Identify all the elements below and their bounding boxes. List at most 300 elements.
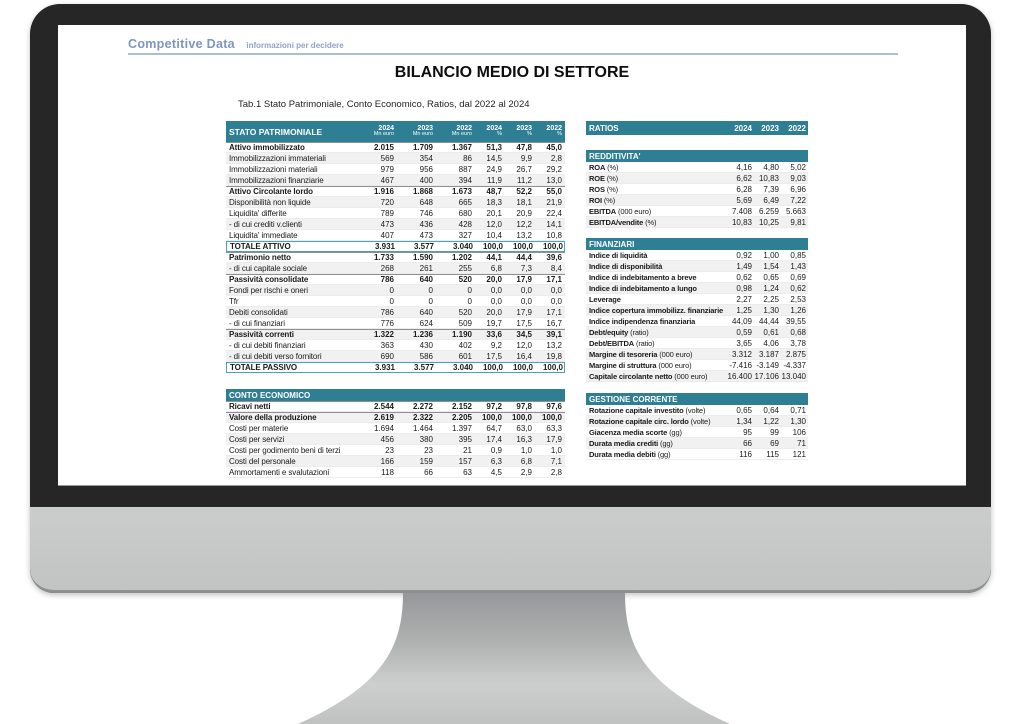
cell-value: 428	[458, 219, 472, 229]
row-unit: (%)	[605, 162, 619, 172]
cell-value: 1.694	[373, 423, 394, 433]
cell-value: 586	[419, 351, 433, 361]
cell-value: 6,28	[736, 184, 752, 194]
ratios-col-2024: 2024	[734, 123, 752, 133]
cell-value: 255	[458, 263, 472, 273]
cell-value: 456	[380, 434, 394, 444]
row-label: Indice di indebitamento a lungo	[589, 283, 697, 293]
table-row	[226, 434, 565, 445]
cell-value: 2,9	[520, 467, 532, 477]
cell-value: 116	[739, 449, 752, 459]
table-row	[586, 338, 808, 349]
cell-value: 0,0	[550, 296, 562, 306]
table-row	[586, 371, 808, 382]
cell-value: 1,34	[736, 416, 752, 426]
cell-value: 6,62	[736, 173, 752, 183]
cell-value: 69	[770, 438, 779, 448]
row-label: Indice di liquidità	[589, 250, 648, 260]
table-row	[586, 405, 808, 416]
table-row	[226, 263, 565, 274]
cell-value: 0	[428, 296, 433, 306]
row-label: Tfr	[229, 296, 239, 306]
redditivita-rows	[586, 162, 808, 228]
redditivita-header	[586, 150, 808, 162]
cell-value: 979	[380, 164, 394, 174]
cell-value: 2,8	[550, 153, 562, 163]
cell-value: 720	[380, 197, 394, 207]
row-unit: (%)	[604, 184, 618, 194]
cell-value: 23	[424, 445, 433, 455]
cell-value: 1.709	[412, 143, 433, 152]
cell-value: 17,1	[546, 307, 562, 317]
row-label: TOTALE PASSIVO	[230, 363, 298, 372]
cell-value: 19,8	[546, 351, 562, 361]
cell-value: 1,24	[763, 283, 779, 293]
cell-value: 1.464	[412, 423, 433, 433]
cell-value: 115	[766, 449, 779, 459]
row-unit: (000 euro)	[616, 206, 652, 216]
table-row	[226, 197, 565, 208]
cell-value: 0,92	[736, 250, 752, 260]
cell-value: 100,0	[482, 363, 503, 372]
row-unit: (gg)	[658, 438, 673, 448]
table-row	[586, 349, 808, 360]
row-label: Debt/equity (ratio)	[589, 327, 649, 337]
cell-value: 0	[389, 296, 394, 306]
cell-value: 624	[419, 318, 433, 328]
cell-value: 430	[419, 340, 433, 350]
cell-value: 47,8	[516, 143, 532, 152]
row-unit: (%)	[643, 217, 657, 227]
row-label: Indice copertura immobilizz. finanziarie	[589, 305, 724, 315]
row-label: Margine di tesoreria (000 euro)	[589, 349, 693, 359]
cell-value: 157	[458, 456, 472, 466]
cell-value: 19,7	[486, 318, 502, 328]
table-row	[226, 285, 565, 296]
cell-value: 6.259	[758, 206, 779, 216]
cell-value: 100,0	[542, 242, 563, 251]
ratios-col-2023: 2023	[761, 123, 779, 133]
cell-value: -4.337	[783, 360, 806, 370]
cell-value: 0,0	[550, 285, 562, 295]
cell-value: 13,0	[546, 175, 562, 185]
cell-value: 380	[419, 434, 433, 444]
cell-value: 99	[770, 427, 779, 437]
table-row	[226, 401, 565, 412]
cell-value: 2,25	[763, 294, 779, 304]
cell-value: 17,5	[516, 318, 532, 328]
cell-value: 64,7	[486, 423, 502, 433]
cell-value: 14,1	[546, 219, 562, 229]
cell-value: 3.931	[374, 242, 395, 251]
table-caption: Tab.1 Stato Patrimoniale, Conto Economico, Ratios, dal 2022 al 2024	[238, 99, 530, 110]
cell-value: 0	[428, 285, 433, 295]
cell-value: 17,5	[486, 351, 502, 361]
cell-value: 3.040	[452, 242, 473, 251]
cell-value: 17,9	[516, 307, 532, 317]
cell-value: 39,6	[546, 253, 562, 262]
cell-value: 3.577	[413, 363, 434, 372]
cell-value: 20,9	[516, 208, 532, 218]
row-unit: (000 euro)	[657, 349, 693, 359]
cell-value: 29,2	[546, 164, 562, 174]
cell-value: 0,68	[790, 327, 806, 337]
row-label: Costi per servizi	[229, 434, 285, 444]
cell-value: 39,55	[785, 316, 806, 326]
row-label: TOTALE ATTIVO	[230, 242, 291, 251]
cell-value: 12,0	[516, 340, 532, 350]
row-label: Costi per materie	[229, 423, 289, 433]
conto-economico-header	[226, 389, 565, 401]
cell-value: 363	[380, 340, 394, 350]
cell-value: 48,7	[486, 187, 502, 196]
table-row	[226, 230, 565, 241]
cell-value: 13,2	[516, 230, 532, 240]
cell-value: 1,25	[736, 305, 752, 315]
cell-value: 509	[458, 318, 472, 328]
finanziari-header	[586, 238, 808, 250]
cell-value: 2.875	[785, 349, 806, 359]
cell-value: 665	[458, 197, 472, 207]
cell-value: 690	[380, 351, 394, 361]
cell-value: 2.272	[412, 402, 433, 411]
cell-value: 640	[419, 275, 433, 284]
cell-value: 1.190	[451, 330, 472, 339]
cell-value: 268	[380, 263, 394, 273]
cell-value: 63,3	[546, 423, 562, 433]
table-row	[226, 412, 565, 423]
table-row	[586, 427, 808, 438]
cell-value: 16,3	[516, 434, 532, 444]
finanziari-title: FINANZIARI	[589, 239, 635, 249]
row-unit: (gg)	[667, 427, 682, 437]
row-label: - di cui finanziari	[229, 318, 285, 328]
cell-value: 1,00	[763, 250, 779, 260]
cell-value: 4,5	[490, 467, 502, 477]
cell-value: 100,0	[482, 242, 503, 251]
cell-value: 97,6	[546, 402, 562, 411]
row-unit: (volte)	[683, 405, 706, 415]
cell-value: 4,80	[763, 162, 779, 172]
cell-value: 2,27	[736, 294, 752, 304]
logo-tagline: informazioni per decidere	[246, 41, 344, 50]
table-row	[226, 252, 565, 263]
cell-value: 648	[419, 197, 433, 207]
cell-value: 97,2	[486, 402, 502, 411]
cell-value: 7,39	[763, 184, 779, 194]
cell-value: 2,53	[790, 294, 806, 304]
conto-economico-rows	[226, 401, 565, 478]
monitor-screen	[58, 25, 966, 485]
cell-value: 23	[385, 445, 394, 455]
gestione-corrente-rows	[586, 405, 808, 460]
cell-value: 1.868	[412, 187, 433, 196]
cell-value: 20,0	[486, 307, 502, 317]
row-label: Rotazione capitale investito (volte)	[589, 405, 706, 415]
row-label: Attivo Circolante lordo	[229, 187, 313, 196]
cell-value: 2.544	[373, 402, 394, 411]
table-row	[226, 241, 565, 252]
cell-value: 2.322	[412, 413, 433, 422]
cell-value: 9,03	[790, 173, 806, 183]
cell-value: 786	[380, 275, 394, 284]
cell-value: 2.619	[373, 413, 394, 422]
gestione-corrente-title: GESTIONE CORRENTE	[589, 394, 678, 404]
cell-value: 1.322	[373, 330, 394, 339]
table-row	[226, 340, 565, 351]
cell-value: 0,0	[490, 285, 502, 295]
row-unit: (volte)	[688, 416, 711, 426]
cell-value: 1,26	[790, 305, 806, 315]
cell-value: 776	[380, 318, 394, 328]
cell-value: 1.202	[451, 253, 472, 262]
cell-value: 2,8	[550, 467, 562, 477]
cell-value: 17,9	[516, 275, 532, 284]
cell-value: 0,9	[490, 445, 502, 455]
ratios-header	[586, 121, 808, 135]
table-row	[226, 456, 565, 467]
cell-value: 473	[419, 230, 433, 240]
cell-value: 746	[419, 208, 433, 218]
cell-value: 7.408	[731, 206, 752, 216]
table-row	[226, 318, 565, 329]
cell-value: 66	[743, 438, 752, 448]
cell-value: 16,4	[516, 351, 532, 361]
table-row	[226, 296, 565, 307]
row-label: - di cui debiti finanziari	[229, 340, 306, 350]
table-row	[226, 164, 565, 175]
cell-value: 17,1	[546, 275, 562, 284]
cell-value: 17,9	[546, 434, 562, 444]
cell-value: 6,3	[490, 456, 502, 466]
row-label: Indice di indebitamento a breve	[589, 272, 697, 282]
cell-value: 18,3	[486, 197, 502, 207]
table-row	[586, 173, 808, 184]
cell-value: 3.931	[374, 363, 395, 372]
cell-value: 100,0	[541, 413, 562, 422]
cell-value: 13,2	[546, 340, 562, 350]
col-header-2022-mn: 2022 Mn euro	[451, 124, 472, 138]
cell-value: 5,69	[736, 195, 752, 205]
table-row	[586, 327, 808, 338]
cell-value: 12,2	[516, 219, 532, 229]
cell-value: 0	[389, 285, 394, 295]
cell-value: 95	[743, 427, 752, 437]
row-label: Attivo immobilizzato	[229, 143, 305, 152]
cell-value: 8,4	[550, 263, 562, 273]
cell-value: 10,25	[758, 217, 779, 227]
cell-value: 407	[380, 230, 394, 240]
table-row	[226, 219, 565, 230]
cell-value: 10,4	[486, 230, 502, 240]
cell-value: 3.312	[731, 349, 752, 359]
gestione-corrente-header	[586, 393, 808, 405]
row-label: ROI (%)	[589, 195, 616, 205]
left-column	[226, 121, 565, 478]
cell-value: 0,98	[736, 283, 752, 293]
stato-patrimoniale-rows	[226, 142, 565, 373]
competitive-data-logo	[128, 35, 344, 53]
col-header-2024-mn: 2024 Mn euro	[373, 124, 394, 138]
cell-value: 467	[380, 175, 394, 185]
cell-value: 17,4	[486, 434, 502, 444]
row-label: - di cui crediti v.clienti	[229, 219, 302, 229]
cell-value: 0,65	[736, 405, 752, 415]
cell-value: 400	[419, 175, 433, 185]
cell-value: 0,0	[490, 296, 502, 306]
row-label: Rotazione capitale circ. lordo (volte)	[589, 416, 711, 426]
row-label: Durata media crediti (gg)	[589, 438, 673, 448]
row-unit: (%)	[601, 195, 616, 205]
monitor-bottom-band	[30, 507, 991, 593]
cell-value: 327	[458, 230, 472, 240]
row-label: Valore della produzione	[229, 413, 317, 422]
cell-value: 887	[458, 164, 472, 174]
cell-value: 601	[458, 351, 472, 361]
row-label: ROS (%)	[589, 184, 618, 194]
row-label: Debiti consolidati	[229, 307, 288, 317]
conto-economico-title: CONTO ECONOMICO	[229, 390, 311, 400]
table-row	[586, 162, 808, 173]
cell-value: 7,22	[790, 195, 806, 205]
row-label: Passività consolidate	[229, 275, 309, 284]
cell-value: 100,0	[481, 413, 502, 422]
table-row	[226, 351, 565, 362]
cell-value: 9,9	[520, 153, 532, 163]
cell-value: 34,5	[516, 330, 532, 339]
cell-value: 51,3	[486, 143, 502, 152]
cell-value: 473	[380, 219, 394, 229]
cell-value: 0	[467, 285, 472, 295]
table-row	[226, 208, 565, 219]
row-label: ROE (%)	[589, 173, 618, 183]
cell-value: 44,09	[731, 316, 752, 326]
cell-value: 118	[381, 467, 394, 477]
cell-value: 1,30	[790, 416, 806, 426]
cell-value: 0,0	[520, 285, 532, 295]
cell-value: 100,0	[512, 363, 533, 372]
cell-value: 1.733	[373, 253, 394, 262]
cell-value: 1,49	[736, 261, 752, 271]
cell-value: 0,61	[763, 327, 779, 337]
cell-value: 0	[467, 296, 472, 306]
cell-value: 1,0	[550, 445, 562, 455]
cell-value: 17.106	[754, 371, 779, 381]
cell-value: 1,22	[763, 416, 779, 426]
table-row	[586, 294, 808, 305]
cell-value: 18,1	[516, 197, 532, 207]
row-unit: (%)	[604, 173, 618, 183]
row-unit: (000 euro)	[672, 371, 708, 381]
cell-value: 14,5	[486, 153, 502, 163]
table-row	[586, 206, 808, 217]
cell-value: 22,4	[546, 208, 562, 218]
cell-value: 159	[419, 456, 433, 466]
row-label: Immobilizzazioni immateriali	[229, 153, 326, 163]
table-row	[226, 423, 565, 434]
logo-brand: Competitive Data	[128, 37, 235, 51]
cell-value: 3.040	[452, 363, 473, 372]
row-label: Indice indipendenza finanziaria	[589, 316, 696, 326]
cell-value: -7.416	[729, 360, 752, 370]
row-unit: (ratio)	[628, 327, 649, 337]
row-label: Margine di struttura (000 euro)	[589, 360, 692, 370]
cell-value: 33,6	[486, 330, 502, 339]
table-row	[586, 184, 808, 195]
cell-value: 44,1	[486, 253, 502, 262]
cell-value: 11,2	[517, 175, 532, 185]
table-row	[586, 316, 808, 327]
cell-value: 7,1	[550, 456, 562, 466]
cell-value: 520	[458, 275, 472, 284]
table-row	[586, 261, 808, 272]
logo-underline	[128, 53, 898, 55]
cell-value: 63	[463, 467, 472, 477]
cell-value: 0,62	[790, 283, 806, 293]
cell-value: 0,64	[763, 405, 779, 415]
ratios-title: RATIOS	[589, 123, 619, 133]
cell-value: 166	[380, 456, 394, 466]
cell-value: 3.187	[758, 349, 779, 359]
row-label: Costi per godimento beni di terzi	[229, 445, 341, 455]
cell-value: 2.015	[373, 143, 394, 152]
table-row	[586, 360, 808, 371]
cell-value: 9,81	[790, 217, 806, 227]
row-label: - di cui capitale sociale	[229, 263, 307, 273]
cell-value: 354	[419, 153, 433, 163]
cell-value: 10,83	[758, 173, 779, 183]
cell-value: 956	[419, 164, 433, 174]
monitor-frame	[30, 4, 991, 593]
cell-value: 569	[380, 153, 394, 163]
cell-value: 0,59	[736, 327, 752, 337]
cell-value: 3,65	[736, 338, 752, 348]
row-label: Fondi per rischi e oneri	[229, 285, 308, 295]
cell-value: 4,06	[763, 338, 779, 348]
cell-value: 121	[792, 449, 806, 459]
cell-value: 680	[458, 208, 472, 218]
table-row	[586, 283, 808, 294]
cell-value: 52,2	[516, 187, 532, 196]
col-header-2023-mn: 2023 Mn euro	[412, 124, 433, 138]
cell-value: 24,9	[486, 164, 502, 174]
cell-value: 6,96	[790, 184, 806, 194]
table-row	[586, 217, 808, 228]
cell-value: 0,65	[763, 272, 779, 282]
table-row	[226, 175, 565, 186]
row-label: Liquidita' immediate	[229, 230, 298, 240]
cell-value: 789	[380, 208, 394, 218]
table-row	[586, 416, 808, 427]
cell-value: 21,9	[546, 197, 562, 207]
table-row	[586, 250, 808, 261]
table-row	[226, 142, 565, 153]
cell-value: 5.663	[785, 206, 806, 216]
row-label: ROA (%)	[589, 162, 619, 172]
table-row	[226, 362, 565, 373]
cell-value: 71	[797, 438, 806, 448]
row-label: Immobilizzazioni finanziarie	[229, 175, 324, 185]
cell-value: 9,2	[490, 340, 502, 350]
cell-value: 10,8	[546, 230, 562, 240]
ratios-col-2022: 2022	[788, 123, 806, 133]
row-unit: (ratio)	[634, 338, 655, 348]
cell-value: 63,0	[516, 423, 532, 433]
cell-value: 6,8	[490, 263, 502, 273]
table-row	[226, 274, 565, 285]
table-row	[586, 195, 808, 206]
cell-value: 394	[458, 175, 472, 185]
